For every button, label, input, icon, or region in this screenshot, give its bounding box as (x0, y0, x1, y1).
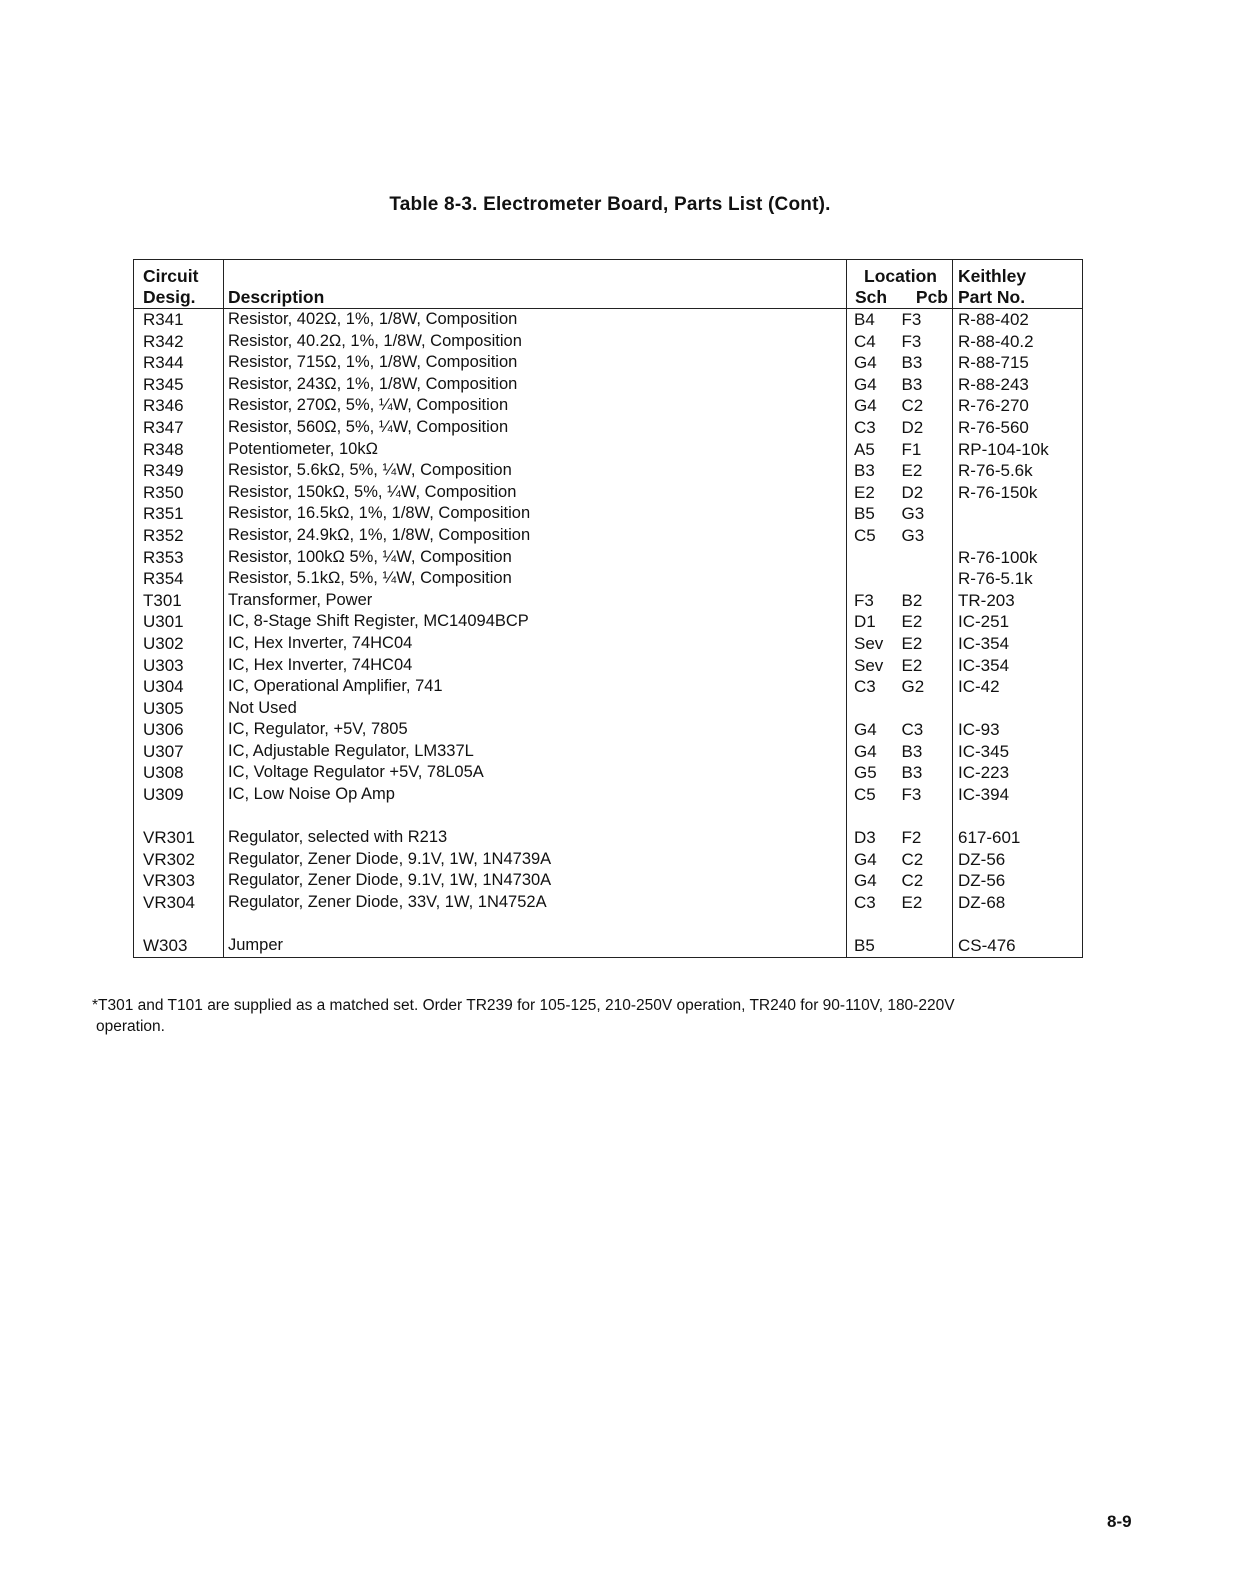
cell-part-no: R-88-715 (958, 353, 1029, 373)
table-row (134, 655, 1082, 677)
cell-circuit-desig: U302 (134, 633, 224, 655)
cell-circuit-desig: VR301 (134, 827, 224, 849)
spacer-cell (224, 806, 847, 828)
cell-part-no: IC-251 (958, 612, 1010, 632)
table-row (134, 503, 1082, 525)
table-row (134, 395, 1082, 417)
cell-circuit-desig: U303 (134, 655, 224, 677)
cell-location-pcb: E2 (900, 633, 953, 655)
table-row (134, 719, 1082, 741)
footnote-line1: *T301 and T101 are supplied as a matched set. Order TR239 for 105-125, 210-250V operation, TR240 for 90-110V, 180-220V (92, 997, 955, 1014)
table-row (134, 849, 1082, 871)
cell-location-pcb: B3 (900, 741, 953, 763)
cell-location-pcb: B3 (900, 352, 953, 374)
cell-location-pcb: E2 (900, 655, 953, 677)
table-row (134, 784, 1082, 806)
cell-location-sch: B5 (854, 504, 875, 524)
cell-circuit-desig: R342 (134, 331, 224, 353)
cell-location-sch: B4 (854, 310, 875, 329)
cell-part-no: IC-354 (958, 633, 1010, 653)
spacer-cell (134, 806, 224, 828)
cell-description: Resistor, 402Ω, 1%, 1/8W, Composition (224, 309, 847, 331)
header-location-label: Location (864, 266, 937, 286)
spacer-cell (900, 914, 953, 936)
cell-circuit-desig: U306 (134, 719, 224, 741)
cell-description: Resistor, 150kΩ, 5%, ¼W, Composition (224, 482, 847, 504)
spacer-cell (953, 914, 1083, 936)
spacer-cell (134, 914, 224, 936)
cell-description: Regulator, selected with R213 (224, 827, 847, 849)
header-circuit-desig (134, 260, 224, 309)
footnote (92, 995, 1142, 1037)
cell-location-sch: C5 (854, 525, 876, 545)
cell-part-no: IC-394 (958, 785, 1010, 805)
table-row (134, 892, 1082, 914)
cell-circuit-desig: U309 (134, 784, 224, 806)
cell-circuit-desig: U301 (134, 611, 224, 633)
cell-location-pcb: C3 (900, 719, 953, 741)
cell-part-no: TR-203 (958, 590, 1015, 610)
table-row (134, 331, 1082, 353)
cell-location-pcb (900, 568, 953, 590)
table-row (134, 870, 1082, 892)
cell-location-sch: B5 (854, 936, 875, 956)
cell-part-no: IC-354 (958, 655, 1010, 675)
table-row (134, 633, 1082, 655)
cell-location-sch: Sev (854, 655, 884, 675)
cell-location-pcb: D2 (900, 417, 953, 439)
header-desig-line1: Circuit (143, 266, 199, 286)
cell-circuit-desig: R354 (134, 568, 224, 590)
cell-part-no: R-76-5.6k (958, 461, 1033, 481)
cell-description: Resistor, 243Ω, 1%, 1/8W, Composition (224, 374, 847, 396)
cell-part-no: 617-601 (958, 828, 1021, 848)
cell-description: Regulator, Zener Diode, 9.1V, 1W, 1N4739A (224, 849, 847, 871)
cell-location-pcb: E2 (900, 611, 953, 633)
header-part-no (953, 260, 1083, 309)
cell-circuit-desig: R352 (134, 525, 224, 547)
cell-description: IC, Adjustable Regulator, LM337L (224, 741, 847, 763)
cell-location-sch (847, 698, 900, 720)
cell-description: Resistor, 100kΩ 5%, ¼W, Composition (224, 547, 847, 569)
table-row (134, 460, 1082, 482)
cell-part-no: IC-42 (958, 677, 1000, 697)
cell-location-pcb: G2 (900, 676, 953, 698)
cell-part-no: R-88-40.2 (958, 331, 1034, 351)
cell-location-pcb: C2 (900, 395, 953, 417)
cell-location-sch: C3 (854, 677, 876, 697)
cell-location-pcb: B3 (900, 374, 953, 396)
cell-location-pcb: B2 (900, 590, 953, 612)
cell-location-pcb: D2 (900, 482, 953, 504)
cell-part-no (953, 525, 1083, 547)
cell-description: IC, Regulator, +5V, 7805 (224, 719, 847, 741)
cell-part-no (953, 503, 1083, 525)
cell-location-pcb (900, 547, 953, 569)
table-title: Table 8-3. Electrometer Board, Parts List (Cont). (389, 194, 831, 215)
cell-part-no: R-76-100k (958, 547, 1038, 567)
spacer-cell (953, 806, 1083, 828)
cell-location-pcb: E2 (900, 460, 953, 482)
cell-part-no: DZ-56 (958, 871, 1006, 891)
cell-location-sch (847, 547, 900, 569)
cell-location-pcb: E2 (900, 892, 953, 914)
cell-location-pcb: C2 (900, 849, 953, 871)
footnote-line2: operation. (96, 1018, 165, 1035)
cell-part-no: IC-223 (958, 763, 1010, 783)
table-row (134, 525, 1082, 547)
cell-location-pcb: F1 (900, 439, 953, 461)
cell-description: Jumper (224, 935, 847, 957)
cell-circuit-desig: U308 (134, 762, 224, 784)
cell-part-no: R-88-402 (958, 310, 1029, 329)
cell-location-sch: A5 (854, 439, 875, 459)
cell-description: Resistor, 715Ω, 1%, 1/8W, Composition (224, 352, 847, 374)
cell-part-no: DZ-56 (958, 849, 1006, 869)
cell-part-no: R-88-243 (958, 374, 1029, 394)
table-row (134, 741, 1082, 763)
cell-circuit-desig: R349 (134, 460, 224, 482)
table-header-row (134, 260, 1082, 309)
cell-circuit-desig: R346 (134, 395, 224, 417)
header-part-line2: Part No. (958, 287, 1026, 307)
cell-description: Regulator, Zener Diode, 33V, 1W, 1N4752A (224, 892, 847, 914)
cell-circuit-desig: W303 (134, 935, 224, 957)
cell-part-no: IC-93 (958, 720, 1000, 740)
cell-location-sch: G4 (854, 396, 877, 416)
cell-description: IC, Operational Amplifier, 741 (224, 676, 847, 698)
cell-circuit-desig: VR304 (134, 892, 224, 914)
cell-location-sch: C4 (854, 331, 876, 351)
cell-location-sch: F3 (854, 590, 874, 610)
cell-location-sch: G4 (854, 374, 877, 394)
cell-circuit-desig: R351 (134, 503, 224, 525)
table-row (134, 611, 1082, 633)
cell-description: Not Used (224, 698, 847, 720)
table-row (134, 590, 1082, 612)
table-row (134, 417, 1082, 439)
cell-location-sch: C3 (854, 417, 876, 437)
cell-location-sch (847, 568, 900, 590)
header-sch: Sch (855, 287, 888, 307)
table-row (134, 309, 1082, 331)
cell-circuit-desig: U307 (134, 741, 224, 763)
cell-description: IC, Hex Inverter, 74HC04 (224, 633, 847, 655)
spacer-cell (900, 806, 953, 828)
cell-location-sch: Sev (854, 633, 884, 653)
cell-location-sch: G4 (854, 741, 877, 761)
cell-circuit-desig: R348 (134, 439, 224, 461)
cell-location-sch: G5 (854, 763, 877, 783)
cell-description: Resistor, 5.1kΩ, 5%, ¼W, Composition (224, 568, 847, 590)
cell-description: Resistor, 270Ω, 5%, ¼W, Composition (224, 395, 847, 417)
spacer-cell (847, 806, 900, 828)
cell-description: Transformer, Power (224, 590, 847, 612)
cell-location-pcb: G3 (900, 503, 953, 525)
cell-description: Resistor, 16.5kΩ, 1%, 1/8W, Composition (224, 503, 847, 525)
cell-description: IC, Voltage Regulator +5V, 78L05A (224, 762, 847, 784)
cell-description: Resistor, 5.6kΩ, 5%, ¼W, Composition (224, 460, 847, 482)
cell-location-sch: E2 (854, 482, 875, 502)
header-location (847, 260, 953, 309)
cell-location-pcb: F3 (900, 331, 953, 353)
header-description (224, 260, 847, 309)
cell-description: Potentiometer, 10kΩ (224, 439, 847, 461)
table-row (134, 935, 1082, 957)
cell-location-sch: D3 (854, 828, 876, 848)
cell-description: Resistor, 24.9kΩ, 1%, 1/8W, Composition (224, 525, 847, 547)
cell-location-sch: G4 (854, 849, 877, 869)
cell-circuit-desig: U305 (134, 698, 224, 720)
cell-circuit-desig: R344 (134, 352, 224, 374)
parts-list-table (133, 259, 1083, 958)
table-row (134, 439, 1082, 461)
table-spacer-row (134, 806, 1082, 828)
cell-circuit-desig: R347 (134, 417, 224, 439)
cell-circuit-desig: VR303 (134, 870, 224, 892)
spacer-cell (224, 914, 847, 936)
cell-circuit-desig: T301 (134, 590, 224, 612)
cell-description: Resistor, 560Ω, 5%, ¼W, Composition (224, 417, 847, 439)
cell-location-pcb: F3 (900, 784, 953, 806)
table-row (134, 547, 1082, 569)
cell-location-sch: B3 (854, 461, 875, 481)
table-row (134, 676, 1082, 698)
header-description-label: Description (228, 287, 325, 307)
cell-location-sch: C3 (854, 893, 876, 913)
table-row (134, 762, 1082, 784)
cell-part-no: IC-345 (958, 741, 1010, 761)
cell-circuit-desig: R353 (134, 547, 224, 569)
cell-location-sch: D1 (854, 612, 876, 632)
spacer-cell (847, 914, 900, 936)
cell-location-pcb (900, 698, 953, 720)
table-row (134, 568, 1082, 590)
table-row (134, 827, 1082, 849)
cell-location-sch: G4 (854, 720, 877, 740)
cell-part-no: R-76-560 (958, 417, 1029, 437)
table-spacer-row (134, 914, 1082, 936)
cell-description: IC, 8-Stage Shift Register, MC14094BCP (224, 611, 847, 633)
cell-description: IC, Low Noise Op Amp (224, 784, 847, 806)
cell-location-pcb: G3 (900, 525, 953, 547)
cell-circuit-desig: VR302 (134, 849, 224, 871)
cell-part-no: R-76-5.1k (958, 569, 1033, 589)
cell-part-no: DZ-68 (958, 893, 1006, 913)
table-row (134, 482, 1082, 504)
cell-circuit-desig: U304 (134, 676, 224, 698)
cell-circuit-desig: R350 (134, 482, 224, 504)
cell-part-no: CS-476 (958, 936, 1016, 956)
cell-description: IC, Hex Inverter, 74HC04 (224, 655, 847, 677)
header-desig-line2: Desig. (143, 287, 196, 307)
cell-circuit-desig: R341 (134, 309, 224, 331)
cell-location-pcb: F3 (900, 309, 953, 331)
cell-part-no: RP-104-10k (958, 439, 1049, 459)
table-row (134, 698, 1082, 720)
cell-description: Regulator, Zener Diode, 9.1V, 1W, 1N4730A (224, 870, 847, 892)
cell-circuit-desig: R345 (134, 374, 224, 396)
cell-part-no: R-76-150k (958, 482, 1038, 502)
cell-location-pcb: C2 (900, 870, 953, 892)
cell-part-no (953, 698, 1083, 720)
page-number: 8-9 (1107, 1512, 1132, 1531)
table-body (134, 309, 1082, 957)
table-row (134, 374, 1082, 396)
cell-location-sch: G4 (854, 871, 877, 891)
cell-part-no: R-76-270 (958, 396, 1029, 416)
cell-location-pcb: B3 (900, 762, 953, 784)
header-pcb: Pcb (915, 287, 948, 307)
cell-location-pcb: F2 (900, 827, 953, 849)
cell-description: Resistor, 40.2Ω, 1%, 1/8W, Composition (224, 331, 847, 353)
table-row (134, 352, 1082, 374)
cell-location-sch: G4 (854, 353, 877, 373)
cell-location-pcb (900, 935, 953, 957)
cell-location-sch: C5 (854, 785, 876, 805)
header-part-line1: Keithley (958, 266, 1027, 286)
